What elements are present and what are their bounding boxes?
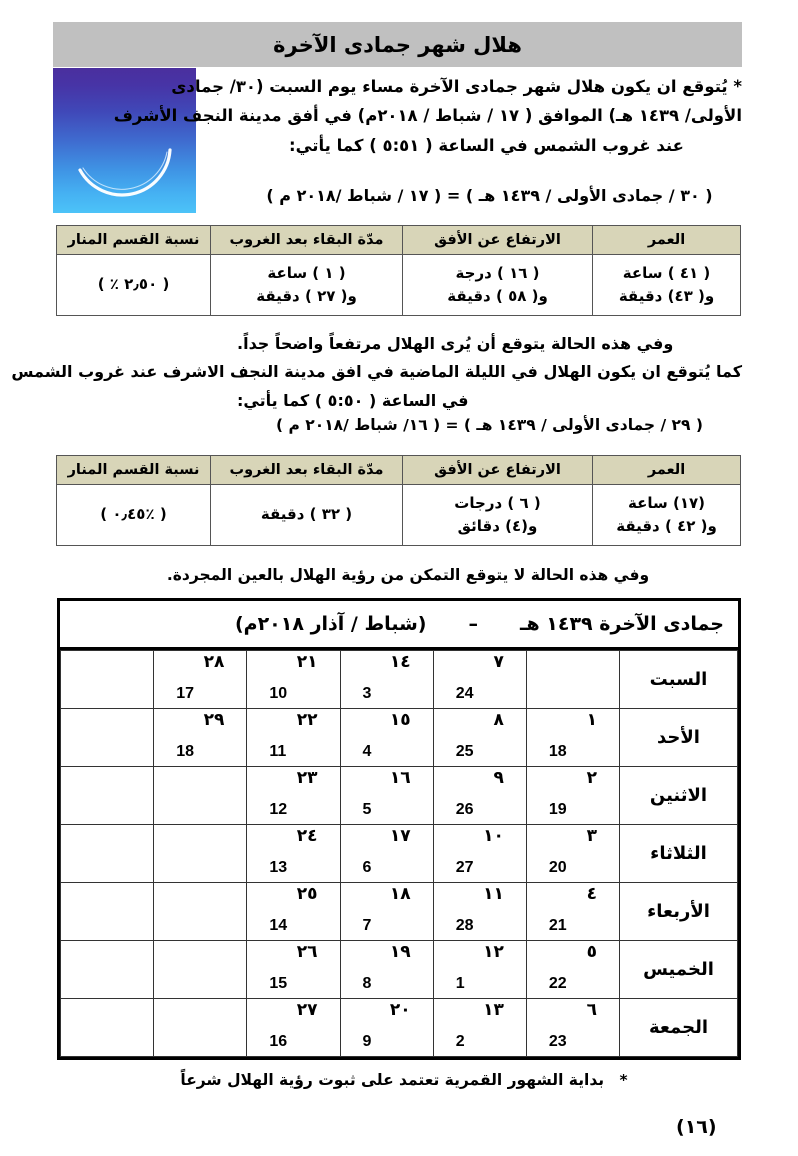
calendar-day-cell[interactable] <box>61 999 154 1057</box>
hijri-day-number: ٤ <box>586 884 597 904</box>
cell-text: ( ٤١ ) ساعة <box>622 263 711 282</box>
gregorian-day-number: 28 <box>455 917 474 934</box>
calendar-day-cell[interactable] <box>247 825 340 883</box>
table-one-cell-age <box>593 255 741 316</box>
cell-text: و( ٥٨ ) دقيقة <box>447 287 548 305</box>
gregorian-day-number: 8 <box>362 975 372 992</box>
gregorian-day-number: 14 <box>269 917 288 934</box>
table-one-cell-altitude <box>403 255 593 316</box>
gregorian-day-number: 4 <box>362 743 372 760</box>
table-two-cell-illumination <box>57 485 211 546</box>
calendar-day-cell[interactable] <box>61 767 154 825</box>
cell-text: و(٤) دقائق <box>457 517 538 535</box>
table-one-data-row <box>57 255 741 316</box>
hijri-day-number: ٢٧ <box>296 1000 318 1020</box>
table-two-header-duration: مدّة البقاء بعد الغروب <box>211 456 403 485</box>
date-equation-one: ( ٣٠ / جمادى الأولى / ١٤٣٩ هـ ) = ( ١٧ / شباط /٢٠١٨ م ) <box>266 186 713 205</box>
gregorian-day-number: 27 <box>455 859 474 876</box>
calendar-day-cell[interactable] <box>433 999 526 1057</box>
cell-text: ( ٢٫٥٠ ٪ ) <box>97 275 170 294</box>
calendar-day-cell[interactable] <box>526 999 619 1057</box>
calendar-day-cell[interactable] <box>61 825 154 883</box>
cell-text: ( ٣٢ ) دقيقة <box>260 505 353 524</box>
calendar-header <box>60 601 738 650</box>
calendar-day-name: الجمعة <box>620 999 738 1057</box>
cell-text: ( ٪٠٫٤٥ ) <box>100 505 167 524</box>
calendar-day-cell[interactable] <box>247 767 340 825</box>
date-equation-two: ( ٢٩ / جمادى الأولى / ١٤٣٩ هـ ) = ( ١٦/ شباط /٢٠١٨ م ) <box>276 416 703 434</box>
hijri-day-number: ٨ <box>493 710 504 730</box>
hijri-day-number: ٢٣ <box>296 768 318 788</box>
table-two-header-illumination: نسبة القسم المنار <box>57 456 211 485</box>
gregorian-day-number: 1 <box>455 975 465 992</box>
hijri-day-number: ٦ <box>586 1000 597 1020</box>
gregorian-day-number: 23 <box>548 1033 567 1050</box>
table-one-header-row <box>57 226 741 255</box>
note-after-table-two: وفي هذه الحالة لا يتوقع التمكن من رؤية الهلال بالعين المجردة. <box>166 566 650 584</box>
calendar-day-cell[interactable] <box>433 825 526 883</box>
intro-line-2: الأولى/ ١٤٣٩ هـ) الموافق ( ١٧ / شباط / ٢٠١٨م) في أفق مدينة النجف الأشرف <box>113 106 742 126</box>
table-one-cell-illumination <box>57 255 211 316</box>
table-one-header-duration: مدّة البقاء بعد الغروب <box>211 226 403 255</box>
hijri-day-number: ٥ <box>586 942 597 962</box>
hijri-day-number: ١ <box>586 710 597 730</box>
calendar-row <box>61 709 738 767</box>
gregorian-day-number: 24 <box>455 685 474 702</box>
table-two-header-altitude: الارتفاع عن الأفق <box>403 456 593 485</box>
gregorian-day-number: 21 <box>548 917 567 934</box>
footer-note <box>94 1071 714 1089</box>
footer-star-marker: * <box>619 1071 628 1089</box>
gregorian-day-number: 5 <box>362 801 372 818</box>
hijri-day-number: ٣ <box>586 826 597 846</box>
hijri-day-number: ٢٥ <box>296 884 318 904</box>
calendar-day-cell[interactable] <box>61 941 154 999</box>
calendar-day-cell[interactable] <box>340 883 433 941</box>
calendar-day-cell[interactable] <box>340 941 433 999</box>
calendar-day-cell[interactable] <box>526 767 619 825</box>
gregorian-day-number: 26 <box>455 801 474 818</box>
cell-text: ( ١٦ ) درجة <box>455 263 540 282</box>
table-one-header-illumination: نسبة القسم المنار <box>57 226 211 255</box>
gregorian-day-number: 2 <box>455 1033 465 1050</box>
calendar-day-cell[interactable] <box>154 709 247 767</box>
table-two-header-age: العمر <box>593 456 741 485</box>
calendar-day-cell[interactable] <box>61 651 154 709</box>
calendar-day-cell[interactable] <box>526 883 619 941</box>
calendar-row <box>61 767 738 825</box>
hijri-day-number: ٢٩ <box>203 710 225 730</box>
gregorian-day-number: 13 <box>269 859 288 876</box>
calendar-grid <box>60 650 738 1057</box>
calendar-day-name: الخميس <box>620 941 738 999</box>
hijri-day-number: ٢١ <box>296 652 318 672</box>
hijri-day-number: ١٩ <box>389 942 411 962</box>
cell-text: و( ٤٣) دقيقة <box>618 287 715 305</box>
calendar-day-cell[interactable] <box>61 883 154 941</box>
calendar-day-name: الأحد <box>620 709 738 767</box>
calendar-day-cell[interactable] <box>340 709 433 767</box>
hijri-day-number: ٢٠ <box>389 1000 411 1020</box>
intro-paragraph <box>113 72 742 160</box>
hijri-day-number: ٢٤ <box>296 826 318 846</box>
table-two-data-row <box>57 485 741 546</box>
calendar-day-cell[interactable] <box>340 825 433 883</box>
hijri-day-number: ٩ <box>493 768 504 788</box>
intro-line-3: عند غروب الشمس في الساعة ( ٥:٥١ ) كما يأتي: <box>289 135 684 155</box>
gregorian-day-number: 18 <box>176 743 195 760</box>
calendar-day-cell[interactable] <box>247 709 340 767</box>
gregorian-day-number: 10 <box>269 685 288 702</box>
middle-line-3: في الساعة ( ٥:٥٠ ) كما يأتي: <box>237 390 469 410</box>
page-title-bar <box>53 22 742 67</box>
calendar-day-name: الثلاثاء <box>620 825 738 883</box>
hijri-day-number: ٢٦ <box>296 942 318 962</box>
calendar-row <box>61 999 738 1057</box>
cell-text: و( ٤٢ ) دقيقة <box>616 517 717 535</box>
calendar-day-cell[interactable] <box>247 651 340 709</box>
hijri-day-number: ٢٢ <box>296 710 318 730</box>
crescent-data-table-one <box>56 225 741 316</box>
calendar-day-cell[interactable] <box>433 941 526 999</box>
hijri-day-number: ١٤ <box>389 652 411 672</box>
table-two-header-row <box>57 456 741 485</box>
gregorian-day-number: 12 <box>269 801 288 818</box>
calendar-day-cell[interactable] <box>154 825 247 883</box>
calendar-day-cell[interactable] <box>340 999 433 1057</box>
calendar-day-cell[interactable] <box>526 651 619 709</box>
gregorian-day-number: 17 <box>176 685 195 702</box>
cell-text: ( ٦ ) درجات <box>454 493 541 512</box>
page-number: (١٦) <box>676 1116 717 1138</box>
calendar-day-cell[interactable] <box>433 651 526 709</box>
calendar-day-cell[interactable] <box>433 767 526 825</box>
crescent-data-table-two <box>56 455 741 546</box>
calendar-gregorian-title: (شباط / آذار ٢٠١٨م) <box>234 613 427 635</box>
gregorian-day-number: 22 <box>548 975 567 992</box>
calendar-day-cell[interactable] <box>247 941 340 999</box>
table-two-cell-altitude <box>403 485 593 546</box>
gregorian-day-number: 7 <box>362 917 372 934</box>
calendar-day-cell[interactable] <box>154 651 247 709</box>
hijri-day-number: ١١ <box>483 884 504 904</box>
cell-text: ( ١ ) ساعة <box>267 263 346 282</box>
hijri-day-number: ١٨ <box>389 884 411 904</box>
gregorian-day-number: 16 <box>269 1033 288 1050</box>
table-two-cell-duration <box>211 485 403 546</box>
middle-line-2: كما يُتوقع ان يكون الهلال في الليلة الماضية في افق مدينة النجف الاشرف عند غروب الشمس <box>11 362 742 382</box>
page-title: هلال شهر جمادى الآخرة <box>273 32 522 57</box>
hijri-day-number: ١٣ <box>483 1000 504 1020</box>
calendar-title-dash: – <box>468 613 478 635</box>
cell-text: (١٧) ساعة <box>628 493 705 512</box>
gregorian-day-number: 15 <box>269 975 288 992</box>
calendar-row <box>61 941 738 999</box>
calendar-day-cell[interactable] <box>61 709 154 767</box>
calendar-row <box>61 825 738 883</box>
footer-note-text: بداية الشهور القمرية تعتمد على ثبوت رؤية الهلال شرعاً <box>180 1071 605 1089</box>
cell-text: و( ٢٧ ) دقيقة <box>256 287 357 305</box>
table-two-cell-age <box>593 485 741 546</box>
gregorian-day-number: 18 <box>548 743 567 760</box>
calendar-hijri-title: جمادى الآخرة ١٤٣٩ هـ <box>519 613 724 635</box>
calendar-day-cell[interactable] <box>526 709 619 767</box>
table-one-header-altitude: الارتفاع عن الأفق <box>403 226 593 255</box>
calendar-day-cell[interactable] <box>247 999 340 1057</box>
gregorian-day-number: 6 <box>362 859 372 876</box>
hijri-day-number: ١٥ <box>389 710 411 730</box>
calendar-day-cell[interactable] <box>154 767 247 825</box>
calendar-day-name: الاثنين <box>620 767 738 825</box>
middle-line-1: وفي هذه الحالة يتوقع أن يُرى الهلال مرتفعاً واضحاً جداً. <box>237 334 674 353</box>
hijri-day-number: ١٧ <box>389 826 411 846</box>
gregorian-day-number: 9 <box>362 1033 372 1050</box>
gregorian-day-number: 19 <box>548 801 567 818</box>
intro-line-1: * يُتوقع ان يكون هلال شهر جمادى الآخرة مساء يوم السبت (٣٠/ جمادى <box>171 77 742 96</box>
gregorian-day-number: 25 <box>455 743 474 760</box>
calendar-day-cell[interactable] <box>154 883 247 941</box>
hijri-day-number: ٢ <box>586 768 597 788</box>
calendar-day-cell[interactable] <box>154 941 247 999</box>
hijri-day-number: ٢٨ <box>203 652 225 672</box>
calendar-day-cell[interactable] <box>433 709 526 767</box>
calendar-day-cell[interactable] <box>340 767 433 825</box>
gregorian-day-number: 3 <box>362 685 372 702</box>
calendar-day-name: السبت <box>620 651 738 709</box>
middle-paragraph <box>11 330 742 415</box>
calendar-day-name: الأربعاء <box>620 883 738 941</box>
calendar-day-cell[interactable] <box>526 941 619 999</box>
table-one-cell-duration <box>211 255 403 316</box>
calendar-day-cell[interactable] <box>526 825 619 883</box>
table-one-header-age: العمر <box>593 226 741 255</box>
gregorian-day-number: 20 <box>548 859 567 876</box>
calendar-day-cell[interactable] <box>340 651 433 709</box>
monthly-calendar <box>57 598 741 1060</box>
calendar-day-cell[interactable] <box>247 883 340 941</box>
hijri-day-number: ١٢ <box>483 942 504 962</box>
calendar-day-cell[interactable] <box>433 883 526 941</box>
hijri-day-number: ٧ <box>493 652 504 672</box>
calendar-row <box>61 883 738 941</box>
gregorian-day-number: 11 <box>269 743 287 760</box>
hijri-day-number: ١٠ <box>483 826 504 846</box>
hijri-day-number: ١٦ <box>389 768 411 788</box>
calendar-row <box>61 651 738 709</box>
calendar-day-cell[interactable] <box>154 999 247 1057</box>
